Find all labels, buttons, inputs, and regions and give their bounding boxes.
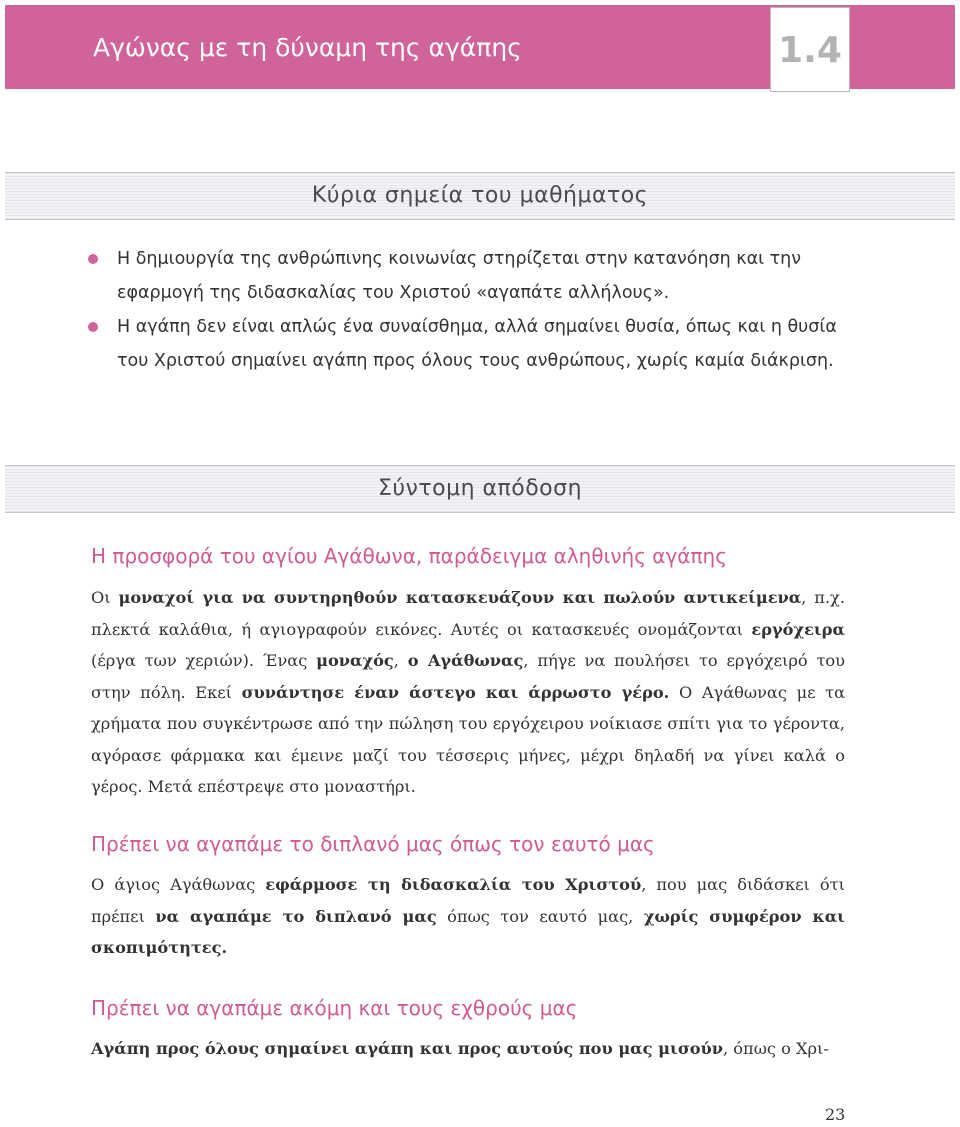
bullet-dot-icon <box>88 322 98 332</box>
body-text: , όπως ο Χρι- <box>723 1039 829 1058</box>
key-points-list <box>91 242 851 378</box>
bullet-dot-icon <box>88 254 98 264</box>
body-text: Ο άγιος Αγάθωνας <box>91 875 266 894</box>
body-text: (έργα των χεριών). Ένας <box>91 651 317 670</box>
summary-heading: Σύντομη απόδοση <box>5 465 955 513</box>
section-paragraph <box>91 869 845 964</box>
emphasis-text: Αγάπη προς όλους σημαίνει αγάπη και προς αυτούς που μας μισούν <box>91 1039 724 1058</box>
section-paragraph <box>91 1033 845 1065</box>
emphasis-text: να αγαπάμε το διπλανό μας <box>155 906 437 926</box>
section-title: Πρέπει να αγαπάμε το διπλανό μας όπως τον εαυτό μας <box>91 832 655 856</box>
emphasis-text: εφάρμοσε τη διδασκαλία του Χριστού <box>265 875 642 894</box>
key-point-text: Η αγάπη δεν είναι απλώς ένα συναίσθημα, αλλά σημαίνει θυσία, όπως και η θυσία του Χριστού σημαίνει αγάπη προς όλους τους ανθρώπους, χωρίς καμία διάκριση. <box>117 317 837 371</box>
chapter-title: Αγώνας με τη δύναμη της αγάπης <box>93 33 522 62</box>
emphasis-text: μοναχός <box>316 651 394 670</box>
section-title: Πρέπει να αγαπάμε ακόμη και τους εχθρούς μας <box>91 996 578 1020</box>
section-title: Η προσφορά του αγίου Αγάθωνα, παράδειγμα αληθινής αγάπης <box>91 544 727 568</box>
body-text: Οι <box>91 588 119 607</box>
body-text: όπως τον εαυτό μας, <box>436 906 644 926</box>
body-text: , πήγε να πουλήσει το εργόχειρό του στην πόλη. Εκεί <box>91 651 846 702</box>
chapter-number: 1.4 <box>770 7 850 92</box>
key-point-text: Η δημιουργία της ανθρώπινης κοινωνίας στηρίζεται στην κατανόηση και την εφαρμογή της διδασκαλίας του Χριστού «αγαπάτε αλλήλους». <box>117 249 802 303</box>
emphasis-text: ο Αγάθωνας <box>407 651 524 670</box>
emphasis-text: χωρίς συμφέρον και σκοπιμότητες. <box>91 906 845 957</box>
emphasis-text: μοναχοί για να συντηρηθούν κατασκευάζουν και πωλούν αντικείμενα <box>118 588 802 607</box>
body-text: , που μας διδάσκει ότι πρέπει <box>91 875 845 926</box>
key-point-item <box>91 310 851 378</box>
body-text: Ο Αγάθωνας με τα χρήματα που συγκέντρωσε από την πώληση του εργόχειρου νοίκιασε σπίτι για το γέροντα, αγόρασε φάρμακα και έμεινε μαζί του τέσσερις μήνες, μέχρι δηλαδή να γίνει καλά ο γέρος. Μετά επέστρεψε στο μοναστήρι. <box>91 682 845 796</box>
emphasis-text: συνάντησε έναν άστεγο και άρρωστο γέρο. <box>241 682 670 702</box>
key-points-heading: Κύρια σημεία του μαθήματος <box>5 172 955 220</box>
chapter-header <box>5 5 955 89</box>
body-text: , <box>393 651 408 670</box>
key-point-item <box>91 242 851 310</box>
emphasis-text: εργόχειρα <box>751 619 845 639</box>
section-paragraph <box>91 582 845 803</box>
body-text: , π.χ. πλεκτά καλάθια, ή αγιογραφούν εικόνες. Αυτές οι κατασκευές ονομάζονται <box>91 588 846 639</box>
page-number: 23 <box>825 1105 846 1124</box>
